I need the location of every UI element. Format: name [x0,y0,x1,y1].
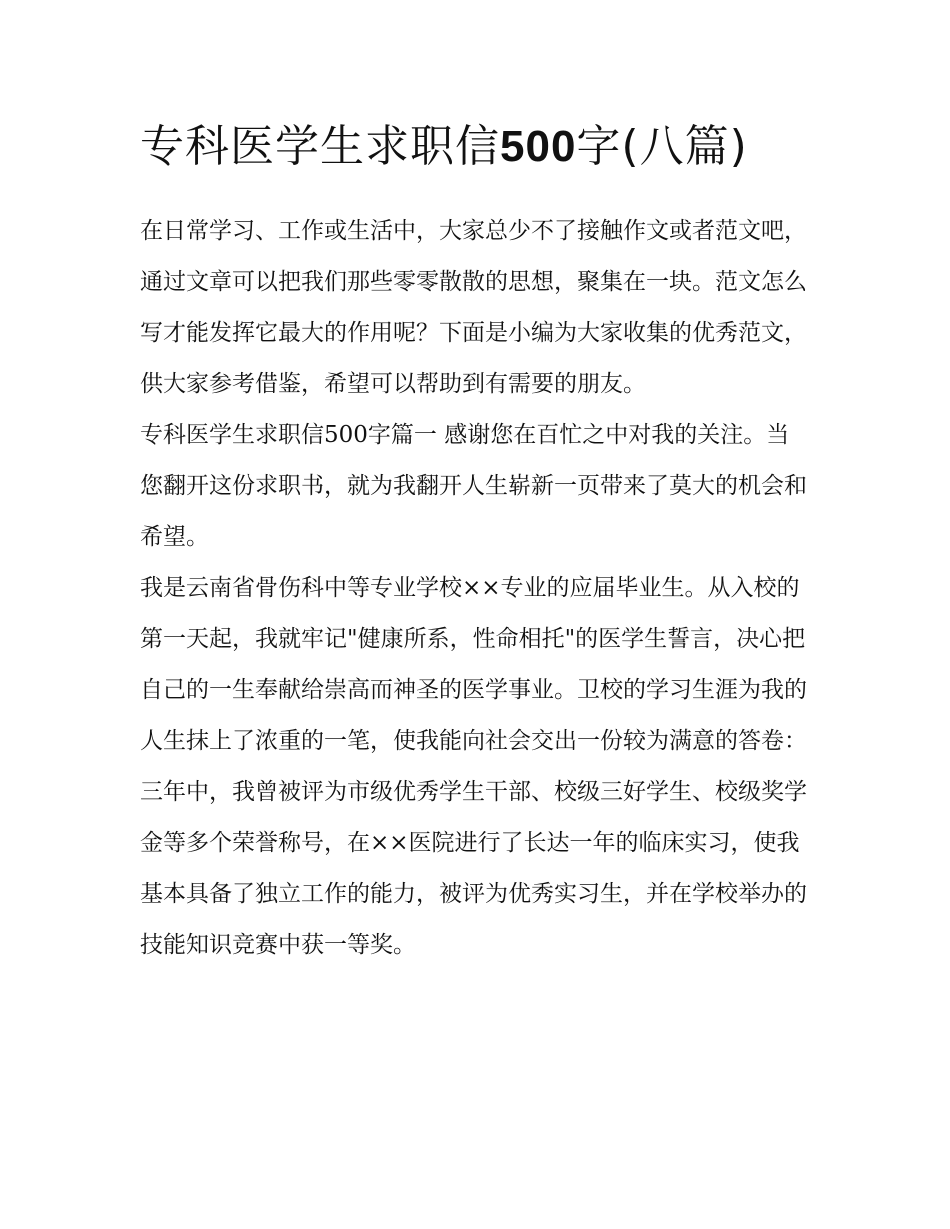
document-content [140,110,812,971]
letter-opening-paragraph: 专科医学生求职信500字篇一 感谢您在百忙之中对我的关注。当您翻开这份求职书，就为我翻开人生崭新一页带来了莫大的机会和希望。 [140,422,807,550]
document-title [140,110,812,184]
self-introduction-paragraph: 我是云南省骨伤科中等专业学校××专业的应届毕业生。从入校的第一天起，我就牢记"健康所系，性命相托"的医学生誓言，决心把自己的一生奉献给崇高而神圣的医学事业。卫校的学习生涯为我的人生抹上了浓重的一笔，使我能向社会交出一份较为满意的答卷：三年中，我曾被评为市级优秀学生干部、校级三好学生、校级奖学金等多个荣誉称号，在××医院进行了长达一年的临床实习，使我基本具备了独立工作的能力，被评为优秀实习生，并在学校举办的技能知识竞赛中获一等奖。 [140,575,807,958]
title-text-part2: 字(八篇) [576,121,748,172]
title-number: 500 [500,122,577,171]
document-body [140,206,812,971]
title-text-part1: 专科医学生求职信 [140,121,500,172]
intro-paragraph: 在日常学习、工作或生活中，大家总少不了接触作文或者范文吧，通过文章可以把我们那些零零散散的思想，聚集在一块。范文怎么写才能发挥它最大的作用呢？下面是小编为大家收集的优秀范文，供大家参考借鉴，希望可以帮助到有需要的朋友。 [140,218,807,397]
